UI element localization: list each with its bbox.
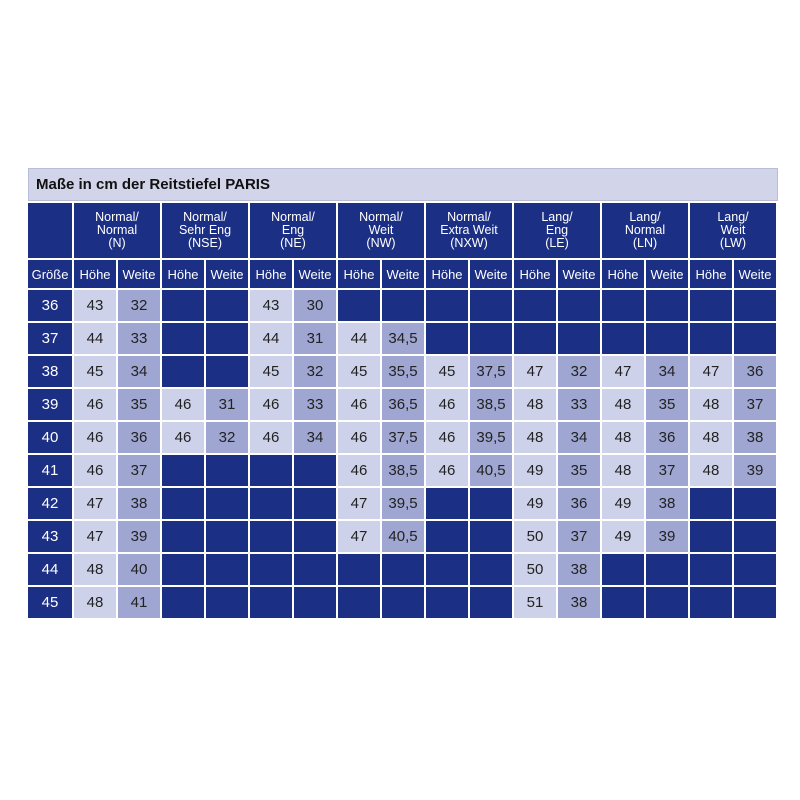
- height-column-header: Höhe: [690, 260, 732, 288]
- height-value-cell: 48: [602, 422, 644, 453]
- height-value-cell: 48: [602, 389, 644, 420]
- table-row: [28, 422, 776, 453]
- height-value-cell: 46: [338, 422, 380, 453]
- size-cell: 44: [28, 554, 72, 585]
- height-value-cell: 48: [514, 389, 556, 420]
- group-header-empty: [28, 203, 72, 258]
- width-value-cell: 34: [294, 422, 336, 453]
- group-header-line: (NXW): [450, 236, 488, 250]
- group-header-line: Normal/: [271, 210, 315, 224]
- height-value-cell: 46: [162, 389, 204, 420]
- empty-cell: [470, 587, 512, 618]
- empty-cell: [250, 521, 292, 552]
- empty-cell: [206, 554, 248, 585]
- height-value-cell: 47: [514, 356, 556, 387]
- width-value-cell: 37: [558, 521, 600, 552]
- group-header-line: Lang/: [629, 210, 661, 224]
- group-header-line: (LE): [545, 236, 569, 250]
- height-value-cell: 46: [426, 389, 468, 420]
- height-column-header: Höhe: [426, 260, 468, 288]
- empty-cell: [162, 323, 204, 354]
- width-value-cell: 36: [646, 422, 688, 453]
- size-cell: 40: [28, 422, 72, 453]
- height-column-header: Höhe: [250, 260, 292, 288]
- group-header: [514, 203, 600, 258]
- empty-cell: [558, 323, 600, 354]
- empty-cell: [206, 455, 248, 486]
- empty-cell: [646, 554, 688, 585]
- height-value-cell: 43: [250, 290, 292, 321]
- empty-cell: [162, 356, 204, 387]
- group-header-line: (NE): [280, 236, 306, 250]
- height-value-cell: 45: [250, 356, 292, 387]
- group-header: [338, 203, 424, 258]
- table-row: [28, 323, 776, 354]
- group-header-line: (NSE): [187, 236, 223, 250]
- group-header-line: Weit: [720, 223, 746, 237]
- height-value-cell: 46: [74, 422, 116, 453]
- height-value-cell: 51: [514, 587, 556, 618]
- size-cell: 41: [28, 455, 72, 486]
- group-header-line: (LW): [719, 236, 747, 250]
- empty-cell: [690, 488, 732, 519]
- height-value-cell: 46: [338, 389, 380, 420]
- empty-cell: [690, 554, 732, 585]
- empty-cell: [426, 488, 468, 519]
- empty-cell: [734, 587, 776, 618]
- width-column-header: Weite: [118, 260, 160, 288]
- size-cell: 37: [28, 323, 72, 354]
- width-value-cell: 37: [734, 389, 776, 420]
- empty-cell: [470, 290, 512, 321]
- width-value-cell: 38: [558, 587, 600, 618]
- width-value-cell: 33: [558, 389, 600, 420]
- empty-cell: [206, 356, 248, 387]
- height-value-cell: 46: [250, 422, 292, 453]
- empty-cell: [206, 323, 248, 354]
- width-column-header: Weite: [646, 260, 688, 288]
- height-value-cell: 44: [338, 323, 380, 354]
- group-header-line: Normal: [96, 223, 138, 237]
- width-value-cell: 36: [734, 356, 776, 387]
- height-value-cell: 44: [250, 323, 292, 354]
- height-value-cell: 49: [514, 455, 556, 486]
- height-column-header: Höhe: [338, 260, 380, 288]
- table-row: [28, 554, 776, 585]
- width-value-cell: 35: [118, 389, 160, 420]
- table-row: [28, 521, 776, 552]
- empty-cell: [690, 323, 732, 354]
- empty-cell: [338, 290, 380, 321]
- size-cell: 45: [28, 587, 72, 618]
- empty-cell: [206, 290, 248, 321]
- height-value-cell: 47: [602, 356, 644, 387]
- table-row: [28, 389, 776, 420]
- width-value-cell: 34: [558, 422, 600, 453]
- group-header-line: (LN): [632, 236, 658, 250]
- empty-cell: [470, 323, 512, 354]
- height-value-cell: 50: [514, 521, 556, 552]
- width-value-cell: 34,5: [382, 323, 424, 354]
- group-header: [426, 203, 512, 258]
- chart-title: Maße in cm der Reitstiefel PARIS: [28, 168, 778, 201]
- group-header-line: Lang/: [717, 210, 749, 224]
- empty-cell: [206, 488, 248, 519]
- width-value-cell: 34: [118, 356, 160, 387]
- group-header-line: Normal/: [359, 210, 403, 224]
- width-value-cell: 36,5: [382, 389, 424, 420]
- width-value-cell: 33: [294, 389, 336, 420]
- width-value-cell: 37,5: [382, 422, 424, 453]
- empty-cell: [162, 587, 204, 618]
- group-header-line: Extra Weit: [440, 223, 498, 237]
- size-cell: 42: [28, 488, 72, 519]
- empty-cell: [426, 521, 468, 552]
- width-value-cell: 32: [206, 422, 248, 453]
- group-header-line: (NW): [366, 236, 396, 250]
- width-value-cell: 31: [294, 323, 336, 354]
- size-cell: 39: [28, 389, 72, 420]
- empty-cell: [602, 554, 644, 585]
- height-value-cell: 47: [74, 521, 116, 552]
- height-value-cell: 46: [426, 455, 468, 486]
- height-value-cell: 43: [74, 290, 116, 321]
- group-header: [162, 203, 248, 258]
- empty-cell: [338, 587, 380, 618]
- group-header: [250, 203, 336, 258]
- width-value-cell: 40,5: [382, 521, 424, 552]
- height-value-cell: 48: [690, 389, 732, 420]
- height-value-cell: 46: [338, 455, 380, 486]
- width-value-cell: 41: [118, 587, 160, 618]
- height-value-cell: 48: [514, 422, 556, 453]
- empty-cell: [426, 290, 468, 321]
- width-value-cell: 37: [118, 455, 160, 486]
- height-value-cell: 49: [602, 488, 644, 519]
- width-value-cell: 38: [734, 422, 776, 453]
- empty-cell: [734, 290, 776, 321]
- size-chart: [28, 168, 778, 620]
- height-value-cell: 47: [74, 488, 116, 519]
- empty-cell: [734, 521, 776, 552]
- empty-cell: [250, 488, 292, 519]
- table-row: [28, 455, 776, 486]
- width-value-cell: 33: [118, 323, 160, 354]
- empty-cell: [734, 323, 776, 354]
- empty-cell: [470, 488, 512, 519]
- empty-cell: [382, 587, 424, 618]
- empty-cell: [162, 488, 204, 519]
- empty-cell: [338, 554, 380, 585]
- group-header: [690, 203, 776, 258]
- empty-cell: [294, 488, 336, 519]
- height-column-header: Höhe: [74, 260, 116, 288]
- width-value-cell: 35: [558, 455, 600, 486]
- size-cell: 43: [28, 521, 72, 552]
- width-column-header: Weite: [558, 260, 600, 288]
- empty-cell: [470, 554, 512, 585]
- empty-cell: [294, 554, 336, 585]
- empty-cell: [690, 521, 732, 552]
- size-cell: 38: [28, 356, 72, 387]
- height-value-cell: 48: [690, 422, 732, 453]
- group-header-line: Lang/: [541, 210, 573, 224]
- width-value-cell: 39: [734, 455, 776, 486]
- height-value-cell: 46: [426, 422, 468, 453]
- empty-cell: [162, 290, 204, 321]
- width-value-cell: 32: [558, 356, 600, 387]
- table-row: [28, 290, 776, 321]
- empty-cell: [470, 521, 512, 552]
- height-value-cell: 45: [426, 356, 468, 387]
- empty-cell: [646, 587, 688, 618]
- table-row: [28, 356, 776, 387]
- empty-cell: [426, 323, 468, 354]
- empty-cell: [734, 554, 776, 585]
- empty-cell: [250, 587, 292, 618]
- empty-cell: [690, 290, 732, 321]
- height-value-cell: 49: [602, 521, 644, 552]
- height-value-cell: 45: [74, 356, 116, 387]
- table-row: [28, 587, 776, 618]
- group-header-line: Eng: [281, 223, 305, 237]
- width-value-cell: 39,5: [470, 422, 512, 453]
- group-header-line: Sehr Eng: [178, 223, 232, 237]
- height-value-cell: 48: [690, 455, 732, 486]
- group-header-line: (N): [108, 236, 126, 250]
- size-table-body: [28, 290, 776, 618]
- width-value-cell: 34: [646, 356, 688, 387]
- group-header-row: [28, 203, 776, 258]
- empty-cell: [250, 455, 292, 486]
- empty-cell: [690, 587, 732, 618]
- height-column-header: Höhe: [162, 260, 204, 288]
- width-value-cell: 39,5: [382, 488, 424, 519]
- width-value-cell: 36: [558, 488, 600, 519]
- height-value-cell: 47: [338, 488, 380, 519]
- width-value-cell: 38: [558, 554, 600, 585]
- group-header-line: Normal/: [95, 210, 139, 224]
- empty-cell: [602, 290, 644, 321]
- width-value-cell: 38: [118, 488, 160, 519]
- group-header-line: Weit: [368, 223, 394, 237]
- size-table: [26, 201, 778, 620]
- height-value-cell: 47: [338, 521, 380, 552]
- group-header-line: Eng: [545, 223, 569, 237]
- group-header: [74, 203, 160, 258]
- empty-cell: [294, 521, 336, 552]
- height-value-cell: 49: [514, 488, 556, 519]
- width-value-cell: 39: [118, 521, 160, 552]
- height-value-cell: 46: [74, 389, 116, 420]
- width-value-cell: 38,5: [382, 455, 424, 486]
- width-value-cell: 31: [206, 389, 248, 420]
- height-value-cell: 48: [602, 455, 644, 486]
- empty-cell: [558, 290, 600, 321]
- empty-cell: [162, 554, 204, 585]
- empty-cell: [646, 290, 688, 321]
- height-value-cell: 48: [74, 554, 116, 585]
- width-value-cell: 35: [646, 389, 688, 420]
- empty-cell: [734, 488, 776, 519]
- empty-cell: [426, 587, 468, 618]
- height-value-cell: 48: [74, 587, 116, 618]
- height-column-header: Höhe: [514, 260, 556, 288]
- width-column-header: Weite: [206, 260, 248, 288]
- width-column-header: Weite: [294, 260, 336, 288]
- width-value-cell: 32: [118, 290, 160, 321]
- width-value-cell: 39: [646, 521, 688, 552]
- group-header-line: Normal/: [447, 210, 491, 224]
- height-value-cell: 46: [162, 422, 204, 453]
- height-value-cell: 46: [250, 389, 292, 420]
- width-value-cell: 36: [118, 422, 160, 453]
- empty-cell: [162, 455, 204, 486]
- size-cell: 36: [28, 290, 72, 321]
- width-value-cell: 38: [646, 488, 688, 519]
- width-value-cell: 40,5: [470, 455, 512, 486]
- empty-cell: [382, 554, 424, 585]
- group-header: [602, 203, 688, 258]
- empty-cell: [294, 587, 336, 618]
- size-column-header: Größe: [28, 260, 72, 288]
- empty-cell: [294, 455, 336, 486]
- empty-cell: [514, 290, 556, 321]
- empty-cell: [206, 587, 248, 618]
- empty-cell: [162, 521, 204, 552]
- height-value-cell: 46: [74, 455, 116, 486]
- width-column-header: Weite: [734, 260, 776, 288]
- empty-cell: [602, 323, 644, 354]
- height-value-cell: 47: [690, 356, 732, 387]
- width-column-header: Weite: [470, 260, 512, 288]
- empty-cell: [646, 323, 688, 354]
- height-value-cell: 44: [74, 323, 116, 354]
- height-column-header: Höhe: [602, 260, 644, 288]
- empty-cell: [426, 554, 468, 585]
- width-value-cell: 35,5: [382, 356, 424, 387]
- empty-cell: [250, 554, 292, 585]
- height-value-cell: 50: [514, 554, 556, 585]
- group-header-line: Normal/: [183, 210, 227, 224]
- empty-cell: [382, 290, 424, 321]
- empty-cell: [514, 323, 556, 354]
- width-column-header: Weite: [382, 260, 424, 288]
- width-value-cell: 32: [294, 356, 336, 387]
- empty-cell: [602, 587, 644, 618]
- table-row: [28, 488, 776, 519]
- width-value-cell: 37: [646, 455, 688, 486]
- width-value-cell: 30: [294, 290, 336, 321]
- empty-cell: [206, 521, 248, 552]
- width-value-cell: 38,5: [470, 389, 512, 420]
- height-value-cell: 45: [338, 356, 380, 387]
- sub-header-row: [28, 260, 776, 288]
- group-header-line: Normal: [624, 223, 666, 237]
- width-value-cell: 37,5: [470, 356, 512, 387]
- width-value-cell: 40: [118, 554, 160, 585]
